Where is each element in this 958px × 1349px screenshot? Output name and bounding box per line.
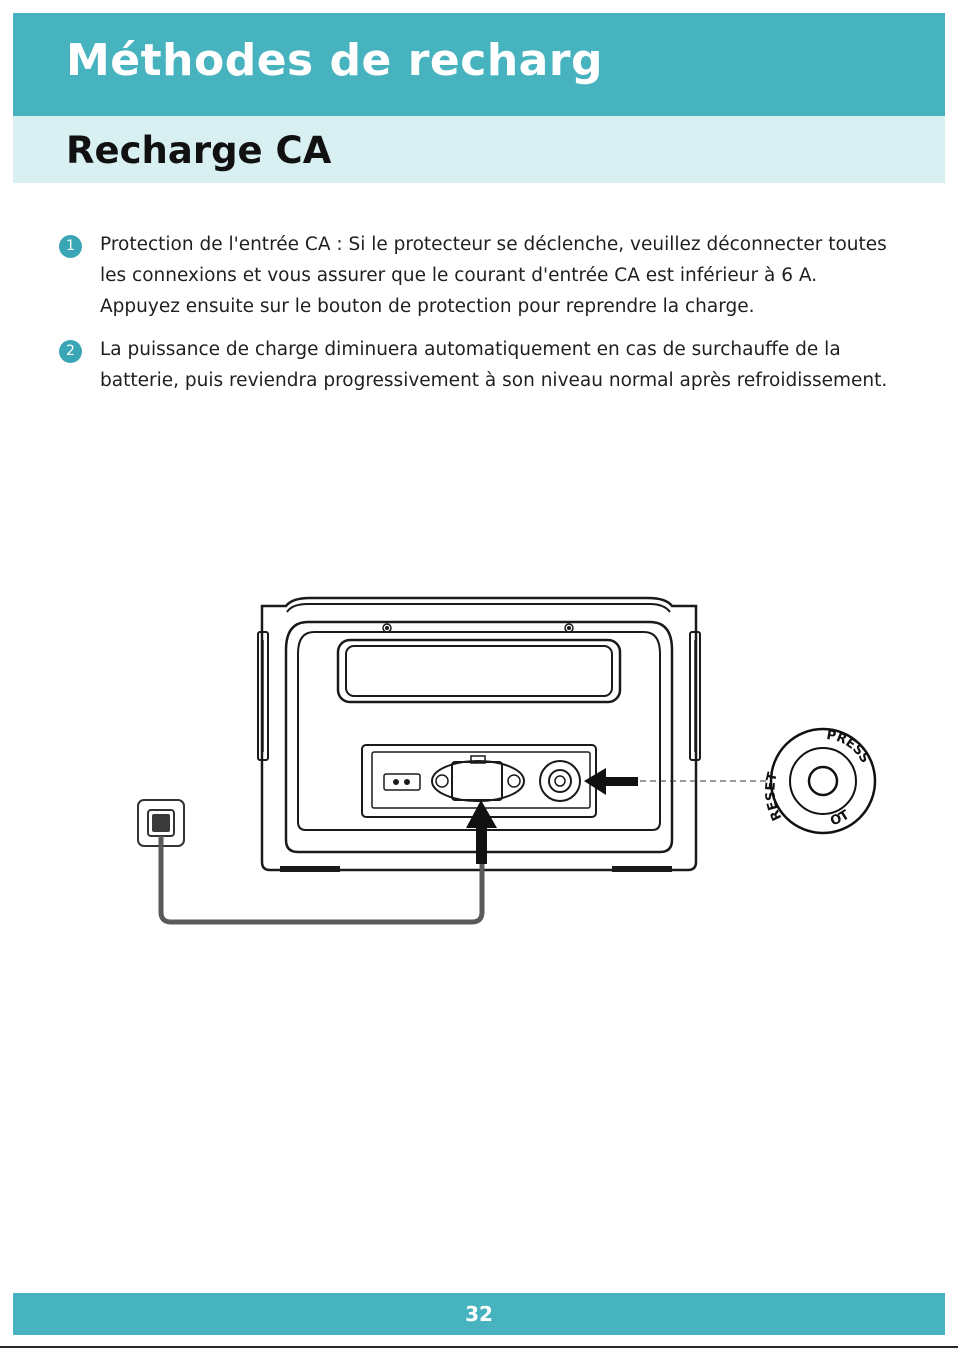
page-number: 32 <box>465 1302 493 1326</box>
section-title: Recharge CA <box>66 129 332 172</box>
note-number-badge: 2 <box>59 340 82 363</box>
arrow-to-ac-inlet-icon <box>466 800 497 864</box>
note-text: Protection de l'entrée CA : Si le protecteur se déclenche, veuillez déconnecter toutes les connexions et vous assurer que le courant d'entrée CA est inférieur à 6 A. Appuyez ensuite sur le bouton de protection pour reprendre la charge. <box>100 234 887 317</box>
ot-label: OT <box>828 807 853 830</box>
reset-label: RESET <box>763 770 786 823</box>
page-bottom-rule <box>0 1346 958 1348</box>
footer-bar <box>13 1293 945 1335</box>
reset-button-zoom-illustration <box>763 728 875 833</box>
ac-charging-cable <box>161 834 482 922</box>
note-text: La puissance de charge diminuera automatiquement en cas de surchauffe de la batterie, puis reviendra progressivement à son niveau normal après refroidissement. <box>100 339 888 391</box>
note-number-badge: 1 <box>59 235 82 258</box>
press-label: PRESS <box>825 727 873 766</box>
page-title: Méthodes de recharg <box>66 35 604 86</box>
arrow-to-protector-icon <box>584 768 638 795</box>
